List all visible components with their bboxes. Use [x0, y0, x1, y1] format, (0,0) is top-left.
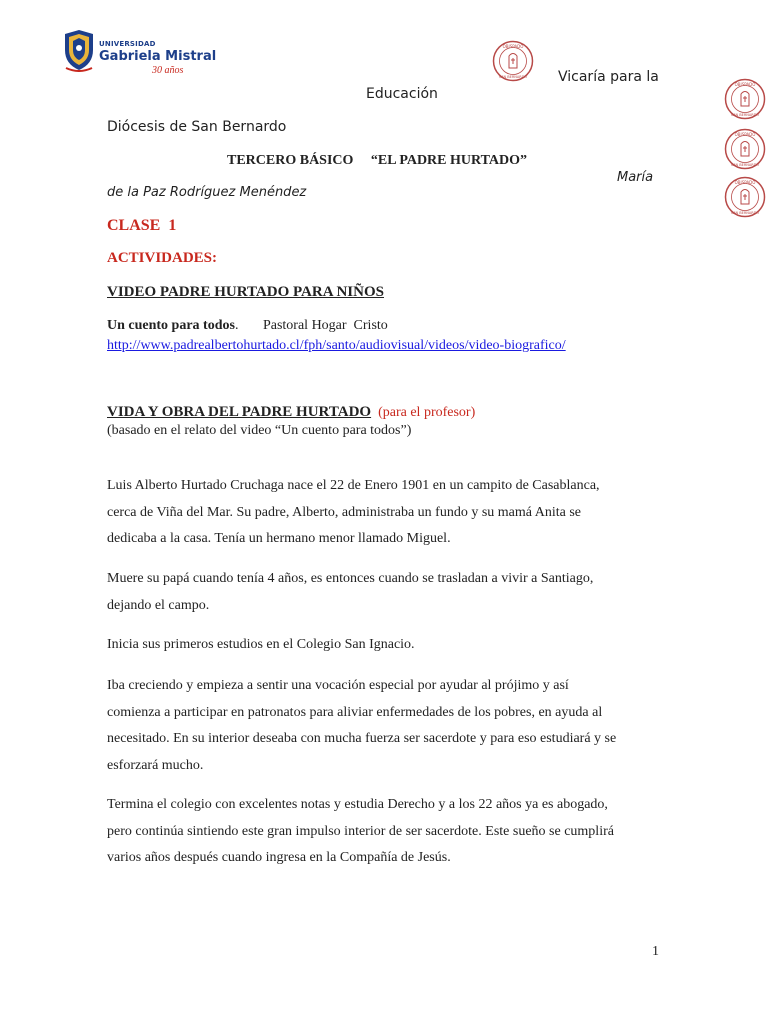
vicaria-line2: Educación — [366, 86, 438, 102]
video-producer: Pastoral Hogar Cristo — [262, 318, 388, 333]
logo-line1: UNIVERSIDAD — [99, 40, 156, 48]
obispado-seal-icon — [492, 40, 534, 82]
video-link[interactable]: http://www.padrealbertohurtado.cl/fph/santo/audiovisual/videos/video-biografico/ — [107, 338, 566, 353]
video-title-period: . — [234, 318, 239, 333]
shield-icon — [62, 28, 96, 72]
author-line2: de la Paz Rodríguez Menéndez — [107, 185, 307, 200]
paragraph-line: varios años después cuando ingresa en la Compañía de Jesús. — [107, 850, 451, 865]
vida-subnote: (basado en el relato del video “Un cuento para todos”) — [107, 423, 412, 438]
svg-text:SAN BERNARDO: SAN BERNARDO — [730, 163, 760, 167]
university-logo — [62, 28, 217, 76]
paragraph-line: comienza a participar en patronatos para aliviar enfermedades de los pobres, en ayuda al — [107, 704, 603, 720]
obispado-seal-icon — [724, 78, 766, 120]
svg-text:OBISPADO: OBISPADO — [502, 44, 524, 49]
author-line1: María — [617, 170, 654, 185]
logo-line3: 30 años — [152, 65, 184, 76]
paragraph-line: necesitado. En su interior deseaba con mucha fuerza ser sacerdote y para eso estudiará y se — [107, 731, 617, 746]
paragraph-line: cerca de Viña del Mar. Su padre, Alberto, administraba un fundo y su mamá Anita se — [107, 504, 581, 520]
vida-heading: VIDA Y OBRA DEL PADRE HURTADO — [107, 404, 372, 420]
paragraph — [107, 792, 659, 898]
page-title: TERCERO BÁSICO “EL PADRE HURTADO” — [227, 153, 528, 168]
paragraph-line: dejando el campo. — [107, 597, 210, 613]
obispado-seal-icon — [724, 176, 766, 218]
svg-text:SAN BERNARDO: SAN BERNARDO — [498, 75, 528, 79]
video-title: Un cuento para todos — [107, 318, 235, 333]
vicaria-line1: Vicaría para la — [558, 69, 659, 85]
paragraph — [107, 473, 659, 579]
video-heading: VIDEO PADRE HURTADO PARA NIÑOS — [107, 284, 384, 300]
diocesis-label: Diócesis de San Bernardo — [107, 119, 287, 135]
svg-text:SAN BERNARDO: SAN BERNARDO — [730, 113, 760, 117]
page-number: 1 — [652, 944, 659, 959]
actividades-heading: ACTIVIDADES: — [107, 250, 218, 266]
paragraph — [107, 673, 659, 806]
video-info — [107, 318, 388, 334]
svg-text:OBISPADO: OBISPADO — [734, 82, 756, 87]
logo-line2: Gabriela Mistral — [99, 49, 217, 64]
paragraph-line: pero continúa sintiendo este gran impulso interior de ser sacerdote. Este sueño se cumplirá — [107, 823, 614, 839]
vida-note: (para el profesor) — [378, 405, 476, 420]
clase-heading: CLASE 1 — [107, 217, 177, 234]
paragraph-line: dedicaba a la casa. Tenía un hermano menor llamado Miguel. — [107, 531, 451, 546]
paragraph-line: Luis Alberto Hurtado Cruchaga nace el 22 de Enero 1901 en un campito de Casablanca, — [107, 478, 600, 493]
paragraph-line: Termina el colegio con excelentes notas y estudia Derecho y a los 22 años ya es abogado, — [107, 797, 608, 812]
vida-heading-line — [107, 404, 475, 421]
svg-text:OBISPADO: OBISPADO — [734, 132, 756, 137]
obispado-seal-icon — [724, 128, 766, 170]
paragraph-line: esforzará mucho. — [107, 757, 204, 773]
paragraph-line: Inicia sus primeros estudios en el Colegio San Ignacio. — [107, 637, 415, 652]
svg-text:SAN BERNARDO: SAN BERNARDO — [730, 211, 760, 215]
paragraph-line: Muere su papá cuando tenía 4 años, es entonces cuando se trasladan a vivir a Santiago, — [107, 571, 594, 586]
svg-text:OBISPADO: OBISPADO — [734, 180, 756, 185]
paragraph-line: Iba creciendo y empieza a sentir una vocación especial por ayudar al prójimo y así — [107, 678, 569, 693]
